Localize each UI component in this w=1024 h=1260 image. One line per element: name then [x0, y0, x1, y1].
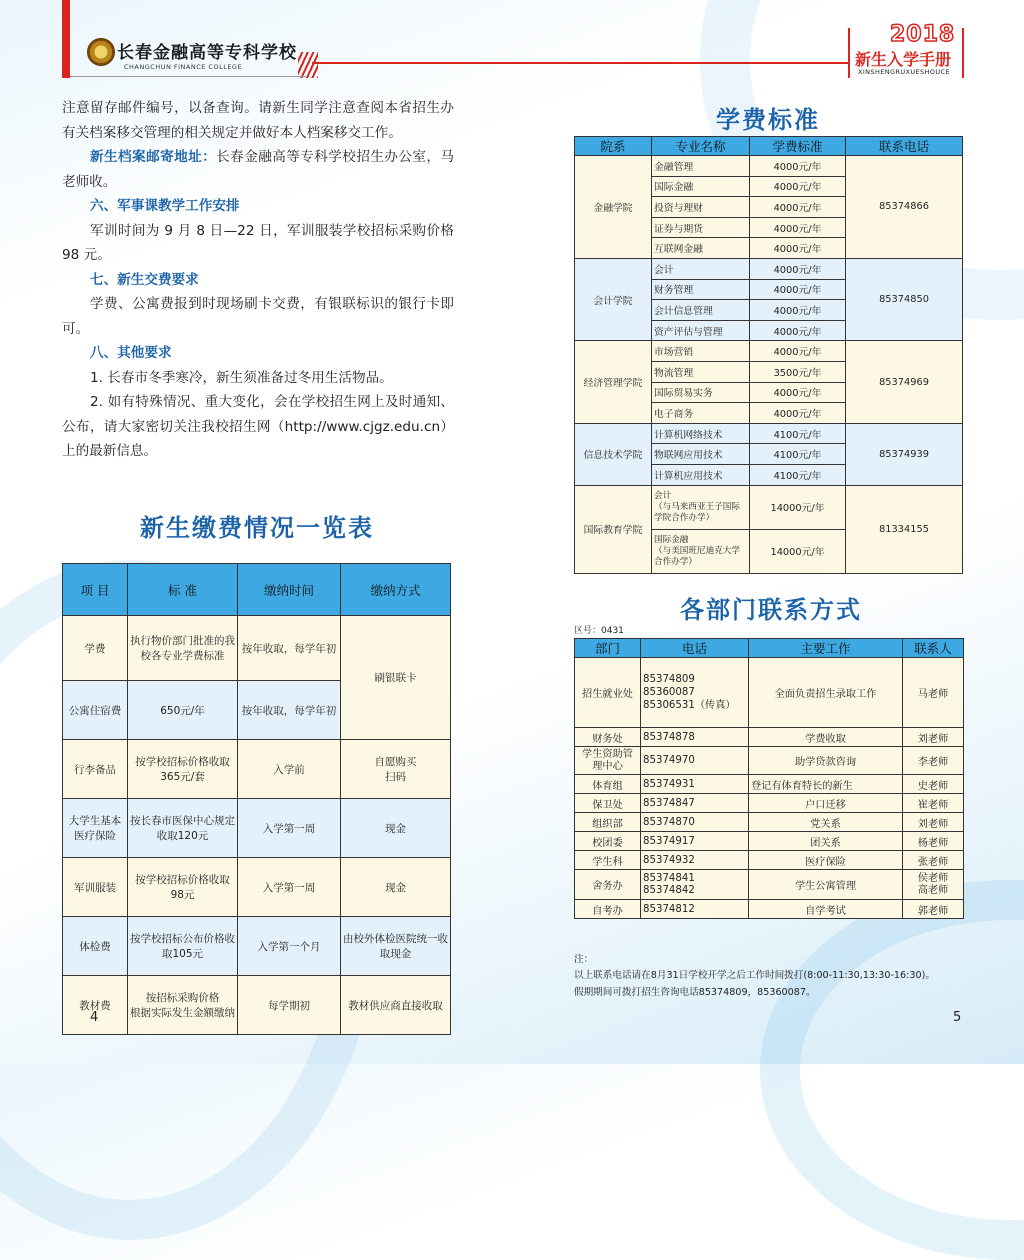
dept-contact: 崔老师: [903, 794, 964, 813]
dept-contact: 刘老师: [903, 813, 964, 832]
tuition-table-title: 学费标准: [716, 105, 820, 134]
fee-time: 入学第一周: [238, 858, 341, 917]
fee-standard: 按招标采购价格 根据实际发生金额缴纳: [128, 976, 238, 1035]
college-phone: 85374969: [846, 341, 963, 423]
table-row: [63, 976, 451, 1035]
dept-work: 学费收取: [749, 728, 903, 747]
header-slash-decoration: [298, 52, 318, 78]
major-fee: 4000元/年: [750, 258, 846, 279]
page-number-left: 4: [90, 1010, 99, 1025]
fee-item: 大学生基本医疗保险: [63, 799, 128, 858]
major-name: 物流管理: [652, 361, 750, 382]
fee-method: 教材供应商直接收取: [341, 976, 451, 1035]
major-fee: 14000元/年: [750, 485, 846, 529]
tuition-header-cell: 学费标准: [750, 137, 846, 156]
fee-standard: 按学校招标价格收取365元/套: [128, 740, 238, 799]
major-fee: 4000元/年: [750, 176, 846, 197]
dept-contact: 张老师: [903, 851, 964, 870]
college-name: 会计学院: [575, 258, 652, 340]
table-row: [575, 341, 963, 362]
fee-standard: 按长春市医保中心规定收取120元: [128, 799, 238, 858]
paragraph: 军训时间为 9 月 8 日—22 日，军训服装学校招标采购价格 98 元。: [62, 222, 454, 263]
dept-contact: 史老师: [903, 775, 964, 794]
major-name: 市场营销: [652, 341, 750, 362]
table-row: [575, 747, 964, 775]
dept-header-cell: 主要工作: [749, 639, 903, 658]
college-name: 金融学院: [575, 156, 652, 259]
major-name: 电子商务: [652, 403, 750, 424]
college-name: 信息技术学院: [575, 423, 652, 485]
dept-contact: 杨老师: [903, 832, 964, 851]
major-name: 会计 （与马来西亚王子国际学院合作办学）: [652, 485, 750, 529]
major-fee: 4000元/年: [750, 238, 846, 259]
major-name: 会计: [652, 258, 750, 279]
major-name: 国际金融 （与美国班尼迪克大学合作办学）: [652, 529, 750, 573]
page-number-right: 5: [953, 1010, 962, 1025]
table-row: [575, 900, 964, 919]
school-name-en: CHANGCHUN FINANCE COLLEGE: [124, 63, 243, 71]
dept-work: 党关系: [749, 813, 903, 832]
fee-method: 自愿购买 扫码: [341, 740, 451, 799]
dept-phone: 85374812: [641, 900, 749, 919]
college-phone: 81334155: [846, 485, 963, 573]
major-name: 会计信息管理: [652, 300, 750, 321]
major-fee: 4000元/年: [750, 197, 846, 218]
dept-work: 户口迁移: [749, 794, 903, 813]
dept-phone: 85374970: [641, 747, 749, 775]
left-column-text: [62, 96, 454, 464]
paragraph: 2. 如有特殊情况、重大变化，会在学校招生网上及时通知、公布，请大家密切关注我校招生网（http://www.cjgz.edu.cn）上的最新信息。: [62, 394, 454, 459]
dept-header-cell: 联系人: [903, 639, 964, 658]
tuition-header-cell: 联系电话: [846, 137, 963, 156]
fee-header-cell: 标 准: [128, 564, 238, 616]
college-name: 经济管理学院: [575, 341, 652, 423]
header-red-bar: [62, 0, 70, 78]
handbook-title-en: XINSHENGRUXUESHOUCE: [858, 68, 950, 76]
dept-table: [574, 638, 964, 919]
dept-name: 财务处: [575, 728, 641, 747]
dept-work: 助学贷款咨询: [749, 747, 903, 775]
dept-name: 招生就业处: [575, 658, 641, 728]
table-row: [575, 870, 964, 900]
table-row: [575, 728, 964, 747]
major-fee: 4000元/年: [750, 382, 846, 403]
dept-table-title: 各部门联系方式: [680, 595, 862, 624]
table-row: [63, 917, 451, 976]
tuition-header-cell: 院系: [575, 137, 652, 156]
dept-work: 全面负责招生录取工作: [749, 658, 903, 728]
section-heading: 六、军事课教学工作安排: [90, 198, 240, 214]
major-name: 计算机网络技术: [652, 423, 750, 444]
table-row: [575, 851, 964, 870]
section-heading: 八、其他要求: [90, 345, 172, 361]
notes-line: 假期期间可拨打招生咨询电话85374809，85360087。: [574, 987, 816, 998]
fee-method: 现金: [341, 799, 451, 858]
major-fee: 4100元/年: [750, 464, 846, 485]
dept-work: 医疗保险: [749, 851, 903, 870]
major-name: 财务管理: [652, 279, 750, 300]
dept-phone: 85374809 85360087 85306531（传真）: [641, 658, 749, 728]
college-phone: 85374939: [846, 423, 963, 485]
notes-line: 以上联系电话请在8月31日学校开学之后工作时间拨打(8:00-11:30,13:30-16:30)。: [574, 970, 935, 981]
dept-phone: 85374931: [641, 775, 749, 794]
fee-header-cell: 项 目: [63, 564, 128, 616]
fee-standard: 650元/年: [128, 681, 238, 740]
paragraph: 1. 长春市冬季寒冷，新生须准备过冬用生活物品。: [90, 369, 393, 386]
table-row: [575, 775, 964, 794]
table-row: [575, 794, 964, 813]
major-fee: 4000元/年: [750, 300, 846, 321]
fee-time: 按年收取，每学年初: [238, 681, 341, 740]
dept-phone: 85374847: [641, 794, 749, 813]
header-divider-red: [312, 62, 848, 64]
major-fee: 4100元/年: [750, 423, 846, 444]
major-fee: 14000元/年: [750, 529, 846, 573]
dept-contact: 李老师: [903, 747, 964, 775]
major-name: 投资与理财: [652, 197, 750, 218]
major-name: 资产评估与管理: [652, 320, 750, 341]
major-name: 互联网金融: [652, 238, 750, 259]
fee-time: 入学前: [238, 740, 341, 799]
tuition-header-cell: 专业名称: [652, 137, 750, 156]
table-row: [575, 813, 964, 832]
table-row: [575, 258, 963, 279]
dept-name: 学生资助管理中心: [575, 747, 641, 775]
dept-header-cell: 电话: [641, 639, 749, 658]
dept-phone: 85374917: [641, 832, 749, 851]
fee-item: 公寓住宿费: [63, 681, 128, 740]
college-phone: 85374850: [846, 258, 963, 340]
school-name-cn: 长春金融高等专科学校: [117, 43, 297, 63]
fee-table: [62, 563, 451, 1035]
fee-standard: 执行物价部门批准的我校各专业学费标准: [128, 616, 238, 681]
fee-time: 按年收取，每学年初: [238, 616, 341, 681]
dept-work: 自学考试: [749, 900, 903, 919]
fee-header-cell: 缴纳时间: [238, 564, 341, 616]
major-name: 国际金融: [652, 176, 750, 197]
dept-contact: 马老师: [903, 658, 964, 728]
fee-header-cell: 缴纳方式: [341, 564, 451, 616]
dept-phone: 85374878: [641, 728, 749, 747]
fee-standard: 按学校招标公布价格收取105元: [128, 917, 238, 976]
fee-item: 体检费: [63, 917, 128, 976]
fee-time: 入学第一个月: [238, 917, 341, 976]
fee-table-title: 新生缴费情况一览表: [140, 513, 374, 542]
dept-header-cell: 部门: [575, 639, 641, 658]
major-fee: 4000元/年: [750, 403, 846, 424]
address-label: 新生档案邮寄地址：: [90, 149, 217, 165]
dept-phone: 85374932: [641, 851, 749, 870]
handbook-title: 新生入学手册: [855, 50, 952, 69]
table-row: [575, 156, 963, 177]
dept-contact: 侯老师 高老师: [903, 870, 964, 900]
fee-method: 由校外体检医院统一收取现金: [341, 917, 451, 976]
dept-name: 自考办: [575, 900, 641, 919]
notes-label: 注：: [574, 954, 594, 965]
fee-item: 军训服装: [63, 858, 128, 917]
major-fee: 4000元/年: [750, 217, 846, 238]
dept-name: 体育组: [575, 775, 641, 794]
major-name: 物联网应用技术: [652, 444, 750, 465]
major-fee: 4000元/年: [750, 156, 846, 177]
fee-method: 现金: [341, 858, 451, 917]
dept-work: 学生公寓管理: [749, 870, 903, 900]
school-logo: [87, 38, 115, 66]
background-swirl: [760, 880, 1024, 1260]
dept-work: 登记有体育特长的新生: [749, 775, 903, 794]
major-fee: 3500元/年: [750, 361, 846, 382]
fee-time: 入学第一周: [238, 799, 341, 858]
fee-time: 每学期初: [238, 976, 341, 1035]
fee-item: 行李备品: [63, 740, 128, 799]
table-row: [575, 658, 964, 728]
table-row: [575, 832, 964, 851]
dept-name: 校团委: [575, 832, 641, 851]
fee-item: 教材费: [63, 976, 128, 1035]
major-fee: 4000元/年: [750, 341, 846, 362]
table-row: [575, 485, 963, 529]
table-row: [575, 423, 963, 444]
header-divider: [70, 76, 306, 77]
college-phone: 85374866: [846, 156, 963, 259]
paragraph: 学费、公寓费报到时现场刷卡交费，有银联标识的银行卡即可。: [62, 296, 454, 337]
major-name: 计算机应用技术: [652, 464, 750, 485]
dept-name: 组织部: [575, 813, 641, 832]
fee-item: 学费: [63, 616, 128, 681]
major-name: 国际贸易实务: [652, 382, 750, 403]
fee-method: 刷银联卡: [341, 616, 451, 740]
dept-contact: 刘老师: [903, 728, 964, 747]
dept-name: 舍务办: [575, 870, 641, 900]
paragraph: [62, 145, 454, 194]
major-fee: 4000元/年: [750, 279, 846, 300]
year-label: 2018: [890, 22, 956, 47]
area-code: 区号：0431: [574, 626, 624, 636]
major-name: 证券与期货: [652, 217, 750, 238]
college-name: 国际教育学院: [575, 485, 652, 573]
paragraph: 注意留存邮件编号，以备查询。请新生同学注意查阅本省招生办有关档案移交管理的相关规定并做好本人档案移交工作。: [62, 100, 454, 141]
major-fee: 4100元/年: [750, 444, 846, 465]
tuition-table: [574, 136, 963, 574]
dept-name: 保卫处: [575, 794, 641, 813]
table-row: [63, 616, 451, 681]
table-row: [63, 858, 451, 917]
dept-phone: 85374870: [641, 813, 749, 832]
major-name: 金融管理: [652, 156, 750, 177]
dept-contact: 郭老师: [903, 900, 964, 919]
dept-name: 学生科: [575, 851, 641, 870]
address-text: 长春金融高等专科学校招生办公室，马老师收。: [62, 149, 455, 190]
dept-work: 团关系: [749, 832, 903, 851]
major-fee: 4000元/年: [750, 320, 846, 341]
dept-phone: 85374841 85374842: [641, 870, 749, 900]
fee-standard: 按学校招标价格收取98元: [128, 858, 238, 917]
table-row: [63, 740, 451, 799]
section-heading: 七、新生交费要求: [90, 271, 199, 288]
table-row: [63, 799, 451, 858]
